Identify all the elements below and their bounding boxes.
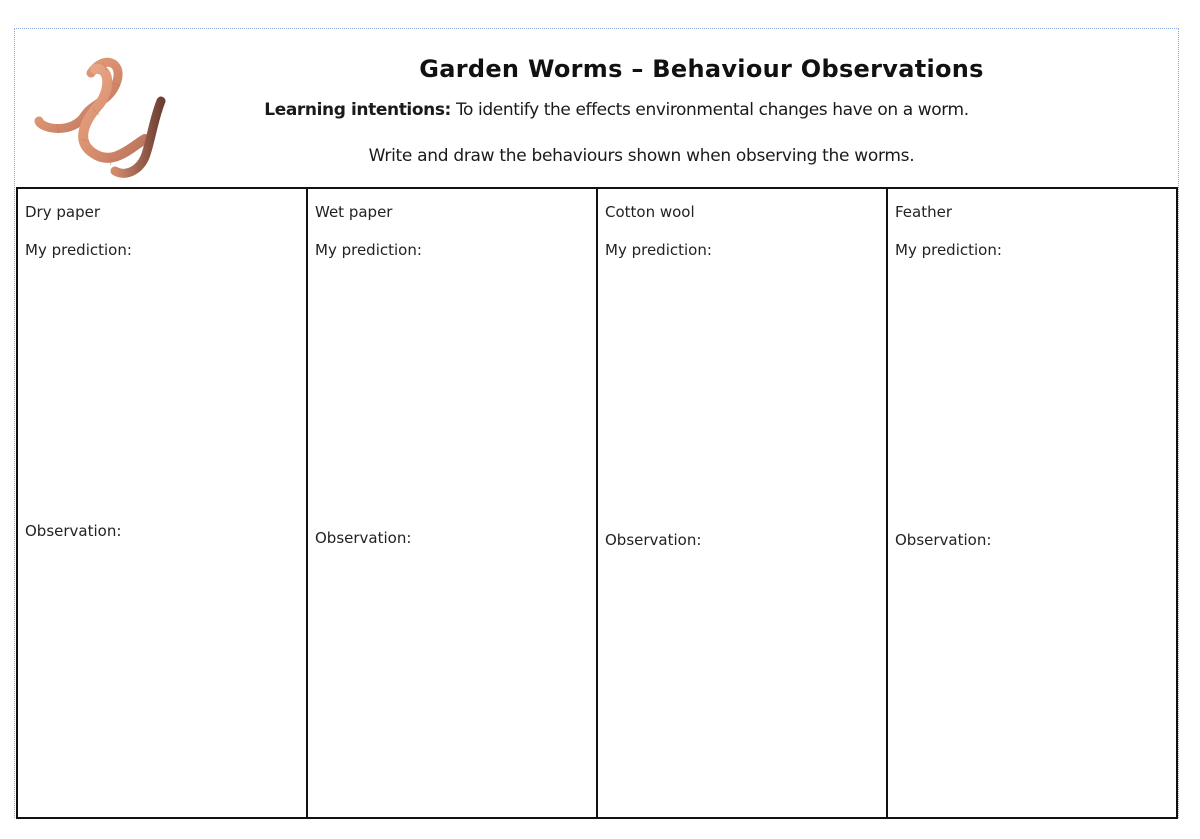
learning-intentions	[15, 100, 1178, 120]
column-cotton-wool	[598, 189, 888, 817]
column-wet-paper	[308, 189, 598, 817]
worksheet-header	[15, 29, 1178, 187]
column-dry-paper	[18, 189, 308, 817]
learning-intentions-text: To identify the effects environmental changes have on a worm.	[450, 100, 969, 120]
column-title: Cotton wool	[605, 203, 695, 221]
column-title: Feather	[895, 203, 953, 221]
page-title: Garden Worms – Behaviour Observations	[419, 55, 984, 83]
column-title: Wet paper	[315, 203, 393, 221]
prediction-label: My prediction:	[315, 241, 422, 259]
column-title: Dry paper	[25, 203, 100, 221]
instruction-text: Write and draw the behaviours shown when observing the worms.	[368, 146, 915, 166]
prediction-label: My prediction:	[25, 241, 132, 259]
observation-label: Observation:	[315, 529, 412, 547]
learning-intentions-lead: Learning intentions:	[264, 100, 451, 120]
observation-label: Observation:	[895, 531, 992, 549]
observation-label: Observation:	[605, 531, 702, 549]
observation-label: Observation:	[25, 522, 122, 540]
prediction-label: My prediction:	[605, 241, 712, 259]
worksheet-page	[14, 28, 1179, 818]
column-feather	[888, 189, 1176, 817]
prediction-label: My prediction:	[895, 241, 1002, 259]
observation-table	[16, 187, 1178, 819]
